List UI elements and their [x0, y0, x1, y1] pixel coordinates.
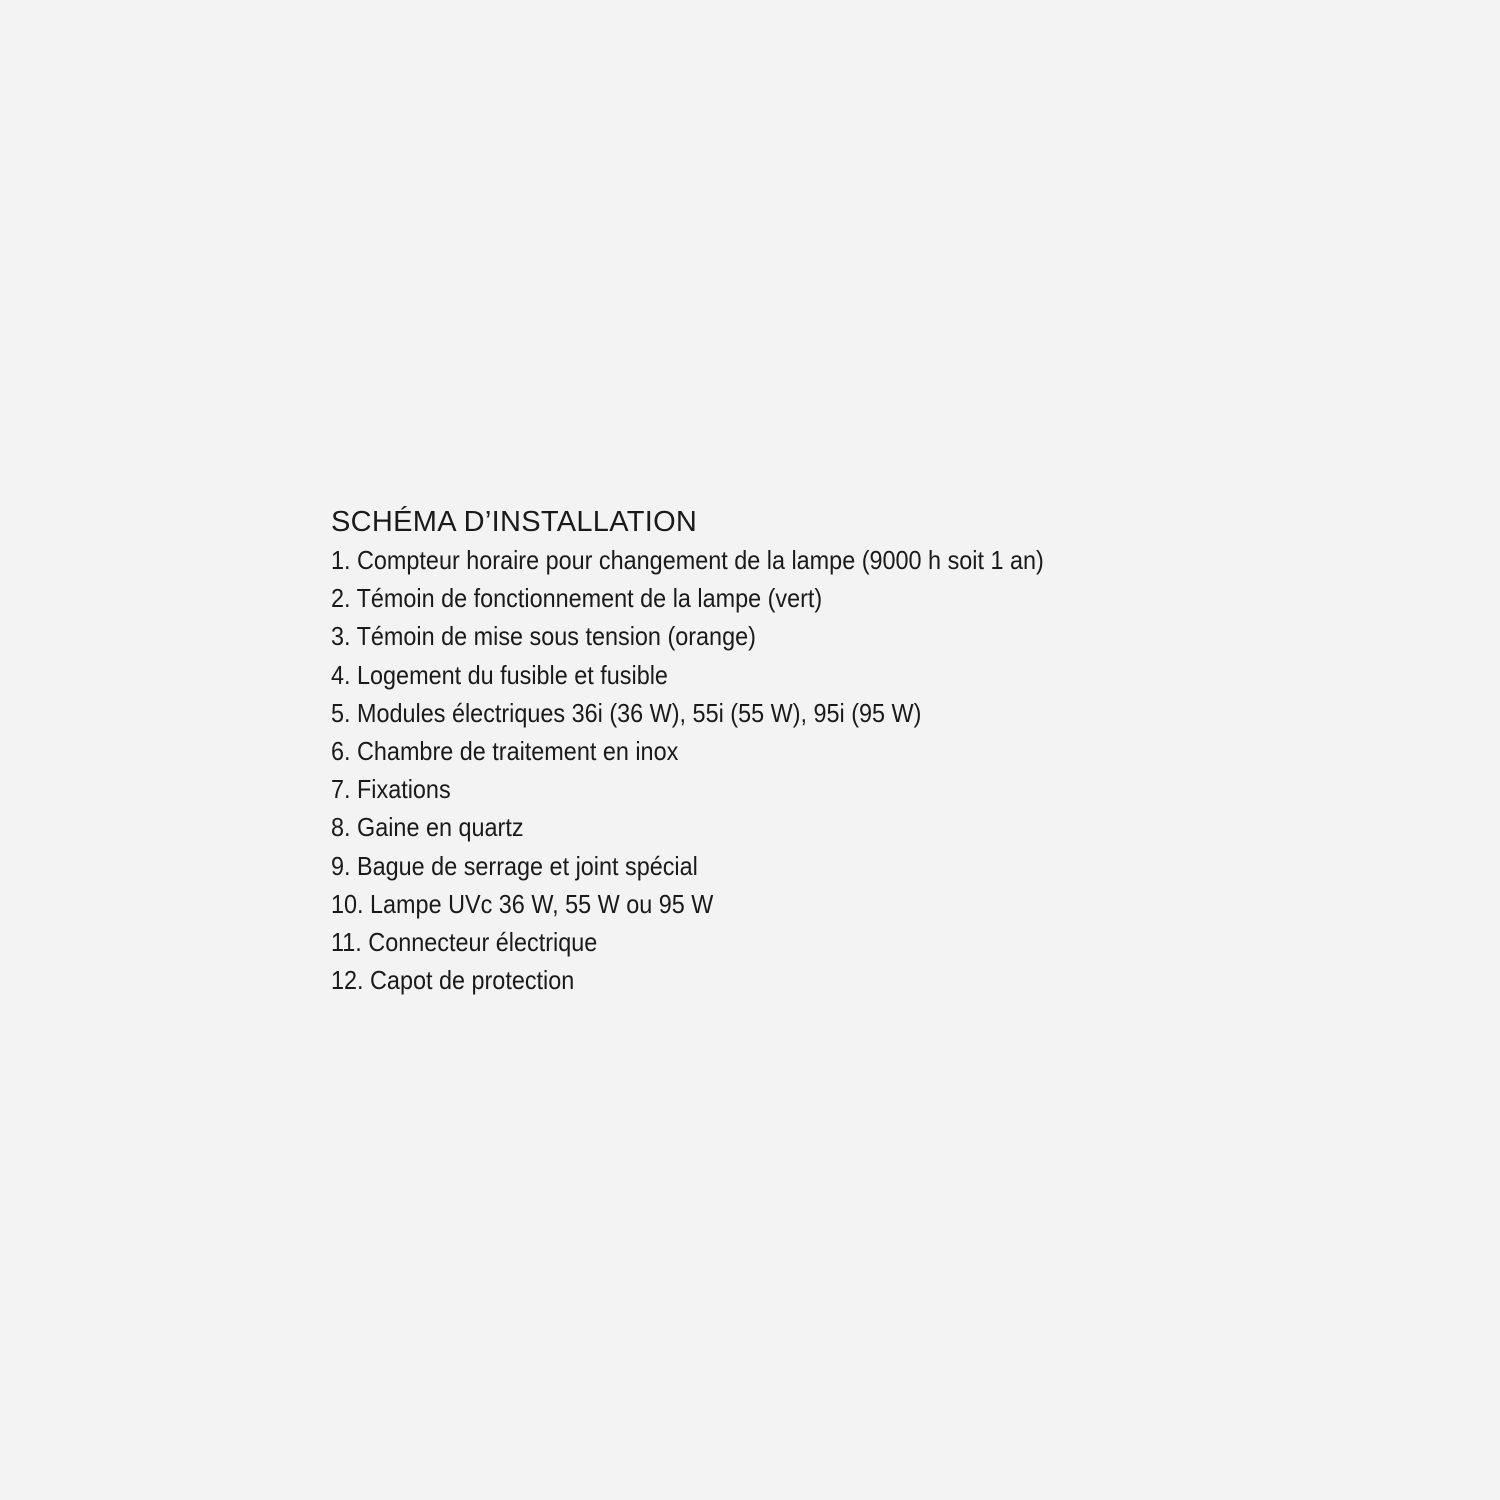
legend-item-8: 8. Gaine en quartz	[331, 812, 524, 843]
legend-item-5: 5. Modules électriques 36i (36 W), 55i (55 W), 95i (95 W)	[331, 697, 922, 728]
installation-legend	[331, 503, 1123, 999]
legend-item-4: 4. Logement du fusible et fusible	[331, 659, 668, 690]
legend-item-3: 3. Témoin de mise sous tension (orange)	[331, 621, 756, 652]
legend-list	[331, 541, 1123, 999]
legend-item-6: 6. Chambre de traitement en inox	[331, 735, 679, 766]
legend-title: SCHÉMA D’INSTALLATION	[331, 506, 698, 538]
legend-item-7: 7. Fixations	[331, 774, 451, 805]
legend-item-10: 10. Lampe UVc 36 W, 55 W ou 95 W	[331, 888, 714, 919]
legend-item-12: 12. Capot de protection	[331, 965, 575, 996]
legend-item-9: 9. Bague de serrage et joint spécial	[331, 850, 698, 881]
legend-item-11: 11. Connecteur électrique	[331, 926, 598, 957]
legend-item-2: 2. Témoin de fonctionnement de la lampe (vert)	[331, 583, 823, 614]
legend-item-1: 1. Compteur horaire pour changement de la lampe (9000 h soit 1 an)	[331, 545, 1044, 575]
